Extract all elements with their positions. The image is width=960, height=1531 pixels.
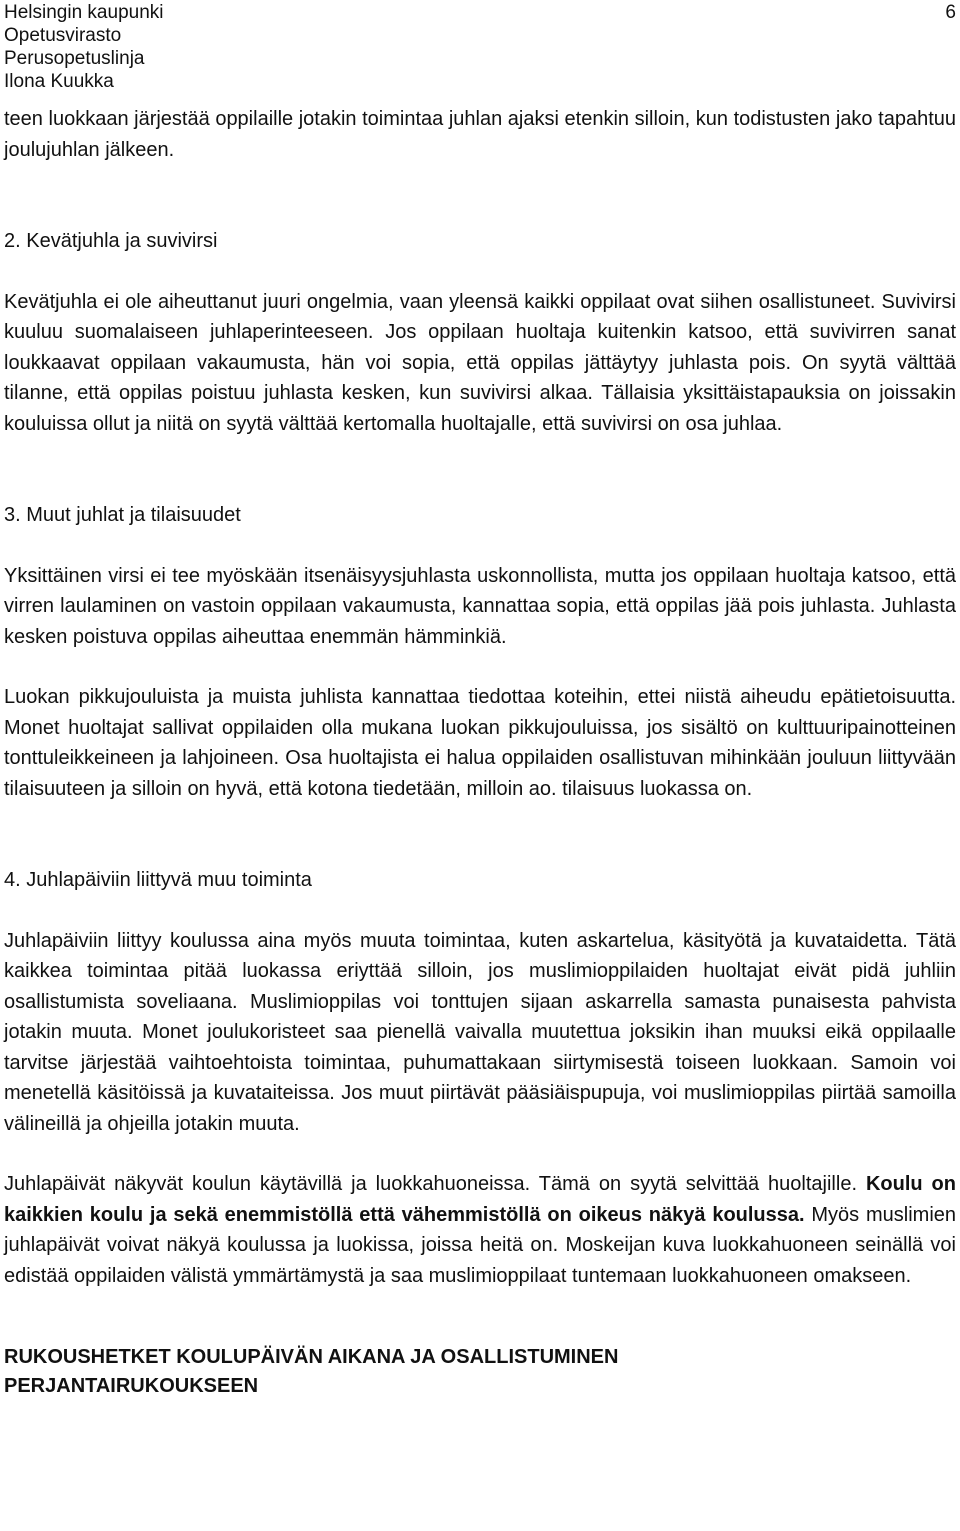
section-3-paragraph-2: Luokan pikkujouluista ja muista juhlista kannattaa tiedottaa koteihin, ettei niistä aiheudu epätietoisuutta. Monet huoltajat sallivat oppilaiden olla mukana luokan pikkujouluissa, jos sisältö on kulttuuripainotteinen tonttuleikkeineen ja lahjoineen. Osa huoltajista ei halua oppilaiden osallistuvan mihinkään jouluun liittyvään tilaisuuteen ja silloin on hyvä, että kotona tiedetään, milloin ao. tilaisuus luokassa on.	[4, 686, 956, 800]
paragraph-text-start: Juhlapäivät näkyvät koulun käytävillä ja luokkahuoneissa. Tämä on syytä selvittää huoltajille.	[4, 1173, 866, 1195]
section-4-paragraph-1: Juhlapäiviin liittyy koulussa aina myös muuta toimintaa, kuten askartelua, käsityötä ja kuvataidetta. Tätä kaikkea toimintaa pitää luokassa eriyttää silloin, jos muslimioppilaiden huoltajat eivät pidä juhliin osallistumista soveliaana. Muslimioppilas voi tonttujen sijaan askarrella samasta punaisesta pahvista jotakin muuta. Monet joulukoristeet saa pienellä vaivalla muutettua joksikin ihan muuksi eikä oppilaalle tarvitse järjestää vaihtoehtoista toimintaa, puhumattakaan siirtymisestä toiseen luokkaan. Samoin voi menetellä käsitöissä ja kuvataiteissa. Jos muut piirtävät pääsiäispupuja, voi muslimioppilas piirtää samoilla välineillä ja ohjeilla jotakin muuta.	[4, 929, 956, 1135]
section-3-paragraph-1: Yksittäinen virsi ei tee myöskään itsenäisyysjuhlasta uskonnollista, mutta jos oppilaan huoltaja katsoo, että virren laulaminen on vastoin oppilaan vakaumusta, kannattaa sopia, että oppilas jää pois juhlasta. Juhlasta kesken poistuva oppilas aiheuttaa enemmän hämminkiä.	[4, 564, 956, 648]
final-section-heading	[4, 1343, 956, 1401]
page-number: 6	[945, 2, 956, 23]
section-2-paragraph: Kevätjuhla ei ole aiheuttanut juuri ongelmia, vaan yleensä kaikki oppilaat ovat siihen osallistuneet. Suvivirsi kuuluu suomalaiseen juhlaperinteeseen. Jos oppilaan huoltaja kuitenkin katsoo, että suvivirren sanat loukkaavat oppilaan vakaumusta, hän voi sopia, että oppilas jättäytyy juhlasta pois. On syytä välttää tilanne, että oppilas poistuu juhlasta kesken, kun suvivirsi alkaa. Tällaisia yksittäistapauksia on joissakin kouluissa ollut ja niitä on syytä välttää kertomalla huoltajalle, että suvivirsi on osa juhlaa.	[4, 290, 956, 435]
section-4-paragraph-2	[4, 1169, 956, 1291]
section-4-heading: 4. Juhlapäiviin liittyvä muu toiminta	[4, 869, 312, 891]
final-heading-line-2: PERJANTAIRUKOUKSEEN	[4, 1375, 259, 1397]
section-2-heading: 2. Kevätjuhla ja suvivirsi	[4, 230, 218, 252]
emphasized-statement: Koulu on kaikkien koulu ja sekä enemmistöllä että vähemmistöllä on oikeus näkyä koulussa.	[4, 1173, 956, 1226]
final-heading-line-1: RUKOUSHETKET KOULUPÄIVÄN AIKANA JA OSALLISTUMINEN	[4, 1346, 619, 1368]
page-header	[4, 0, 956, 93]
section-3-heading: 3. Muut juhlat ja tilaisuudet	[4, 504, 241, 526]
header-city: Helsingin kaupunki	[4, 2, 164, 23]
intro-paragraph: teen luokkaan järjestää oppilaille jotakin toimintaa juhlan ajaksi etenkin silloin, kun todistusten jako tapahtuu joulujuhlan jälkeen.	[4, 108, 956, 161]
header-department: Opetusvirasto	[4, 25, 122, 46]
paragraph-text-end: Myös muslimien juhlapäivät voivat näkyä koulussa ja luokissa, joissa heitä on. Moskeijan kuva luokkahuoneen seinällä voi edistää oppilaiden välistä ymmärtämystä ja saa muslimioppilaat tuntemaan luokkahuoneen omakseen.	[4, 1203, 957, 1287]
header-author: Ilona Kuukka	[4, 71, 114, 92]
document-page	[4, 0, 956, 1401]
header-unit: Perusopetuslinja	[4, 48, 145, 69]
